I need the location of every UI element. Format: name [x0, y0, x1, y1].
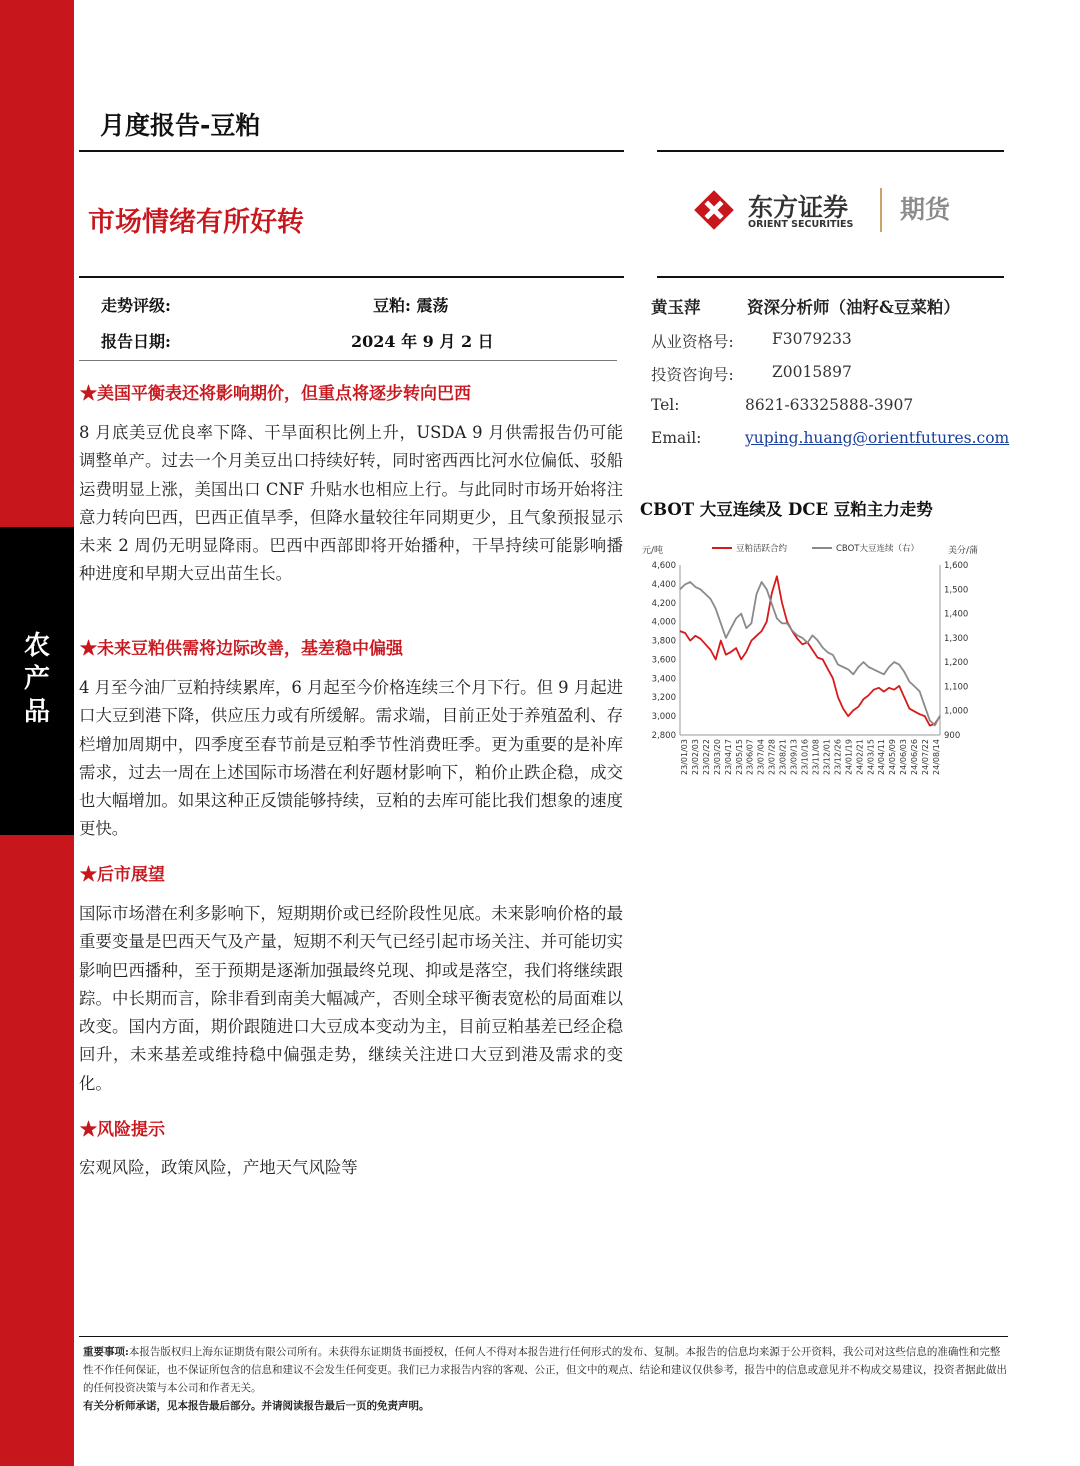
rating-value: 豆粕: 震荡 [373, 296, 449, 315]
chart-x-tick-label: 24/03/15 [866, 739, 876, 775]
chart-series-line [680, 582, 940, 725]
rating-label: 走势评级: [101, 296, 171, 315]
chart-x-tick-label: 24/04/11 [877, 739, 887, 775]
category-label [0, 630, 74, 729]
section-body: 国际市场潜在利多影响下，短期期价或已经阶段性见底。未来影响价格的最重要变量是巴西天气及产量，短期不利天气已经引起市场关注、并可能切实影响巴西播种，至于预期是逐渐加强最终兑现、抑或是落空，我们将继续跟踪。中长期而言，除非看到南美大幅减产，否则全球平衡表宽松的局面难以改变。国内方面，期价跟随进口大豆成本变动为主，目前豆粕基差已经企稳回升，未来基差或维持稳中偏强走势，继续关注进口大豆到港及需求的变化。 [79, 904, 623, 1093]
divider [657, 276, 1004, 278]
chart-left-tick-label: 4,000 [651, 617, 676, 628]
report-title: 市场情绪有所好转 [88, 207, 304, 238]
divider [79, 150, 624, 152]
chart-x-tick-label: 24/06/26 [910, 739, 920, 775]
company-logo [690, 186, 990, 236]
category-char: 品 [23, 697, 50, 727]
date-value: 2024 年 9 月 2 日 [351, 332, 494, 351]
chart-x-tick-label: 24/06/03 [899, 739, 909, 775]
email-link[interactable]: yuping.huang@orientfutures.com [745, 429, 1010, 447]
chart-series-line [680, 576, 940, 725]
report-type: 月度报告-豆粕 [100, 111, 261, 140]
analyst-name: 黄玉萍 [651, 298, 701, 317]
analyst-title: 资深分析师（油籽&豆菜粕） [747, 298, 960, 317]
email-label: Email: [651, 429, 702, 447]
price-chart [640, 535, 980, 795]
section-heading: ★后市展望 [80, 865, 165, 885]
section-body: 宏观风险，政策风险，产地天气风险等 [79, 1158, 358, 1177]
chart-left-tick-label: 3,400 [651, 674, 676, 685]
footer-notice-text: 本报告版权归上海东证期货有限公司所有。未获得东证期货书面授权，任何人不得对本报告进行任何形式的发布、复制。本报告的信息均来源于公开资料，我公司对这些信息的准确性和完整性不作任何保证，也不保证所包含的信息和建议不会发生任何变更。我们已力求报告内容的客观、公正，但文中的观点、结论和建议仅供参考，报告中的信息或意见并不构成交易建议，投资者据此做出的任何投资决策与本公司和作者无关。 [83, 1346, 1007, 1394]
chart-x-tick-label: 23/03/20 [712, 739, 722, 775]
chart-right-tick-label: 900 [944, 731, 961, 741]
logo-sub: 期货 [900, 195, 951, 224]
chart-x-tick-label: 23/12/01 [822, 739, 832, 775]
chart-x-tick-label: 24/05/09 [888, 739, 898, 775]
chart-left-tick-label: 3,200 [651, 693, 676, 704]
chart-left-tick-label: 4,400 [651, 579, 676, 590]
chart-x-tick-label: 23/02/22 [701, 739, 711, 775]
category-char: 产 [23, 664, 50, 694]
chart-left-tick-label: 4,600 [651, 561, 676, 571]
chart-right-unit: 美分/蒲 [947, 546, 978, 556]
chart-right-tick-label: 1,300 [944, 633, 969, 644]
date-label: 报告日期: [101, 332, 171, 351]
chart-x-tick-label: 23/07/28 [767, 739, 777, 775]
qualification-value: F3079233 [772, 330, 852, 348]
section-heading: ★未来豆粕供需将边际改善，基差稳中偏强 [80, 639, 403, 659]
chart-right-tick-label: 1,500 [944, 585, 969, 596]
footer-commitment: 有关分析师承诺，见本报告最后部分。并请阅读报告最后一页的免责声明。 [83, 1400, 430, 1412]
tel-value: 8621-63325888-3907 [745, 396, 914, 414]
chart-x-tick-label: 24/07/22 [921, 739, 931, 775]
section-body: 8 月底美豆优良率下降、干旱面积比例上升，USDA 9 月供需报告仍可能调整单产。过去一个月美豆出口持续好转，同时密西西比河水位偏低、驳船运费明显上涨，美国出口 CNF 升贴水也相应上行。与此同时市场开始将注意力转向巴西，巴西正值旱季，但降水量较往年同期更少，且气象预报显示未来 2 周仍无明显降雨。巴西中西部即将开始播种，干旱持续可能影响播种进度和早期大豆出苗生长。 [79, 423, 623, 584]
qualification-label: 从业资格号: [651, 333, 734, 351]
chart-left-tick-label: 2,800 [651, 731, 676, 741]
section-body: 4 月至今油厂豆粕持续累库，6 月起至今价格连续三个月下行。但 9 月起进口大豆到港下降，供应压力或有所缓解。需求端，目前正处于养殖盈利、存栏增加周期中，四季度至春节前是豆粕季节性消费旺季。更为重要的是补库需求，过去一周在上述国际市场潜在利好题材影响下，粕价止跌企稳，成交也大幅增加。如果这种正反馈能够持续，豆粕的去库可能比我们想象的速度更快。 [79, 678, 623, 839]
chart-legend-label: 豆粕活跃合约 [736, 544, 788, 554]
consult-value: Z0015897 [772, 363, 852, 381]
footer-notice-label: 重要事项: [83, 1346, 129, 1358]
divider [79, 276, 624, 278]
logo-en: ORIENT SECURITIES [748, 219, 854, 230]
section-heading: ★风险提示 [80, 1120, 165, 1140]
chart-x-tick-label: 23/10/16 [800, 739, 810, 775]
chart-x-tick-label: 23/06/07 [745, 739, 755, 775]
chart-right-tick-label: 1,200 [944, 658, 969, 669]
chart-right-tick-label: 1,400 [944, 609, 969, 620]
category-char: 农 [23, 631, 50, 661]
chart-x-tick-label: 24/08/14 [932, 739, 941, 775]
logo-divider [880, 188, 882, 232]
consult-label: 投资咨询号: [651, 366, 734, 384]
chart-x-tick-label: 24/02/21 [855, 739, 865, 775]
chart-right-tick-label: 1,100 [944, 682, 969, 693]
chart-x-tick-label: 23/09/13 [789, 739, 799, 775]
chart-x-tick-label: 23/04/17 [723, 739, 733, 775]
chart-x-tick-label: 23/08/21 [778, 739, 788, 775]
chart-left-tick-label: 3,600 [651, 655, 676, 666]
chart-x-tick-label: 23/02/03 [690, 739, 700, 775]
chart-x-tick-label: 23/05/15 [734, 739, 744, 775]
chart-left-tick-label: 3,800 [651, 636, 676, 647]
chart-left-unit: 元/吨 [642, 546, 664, 556]
chart-title: CBOT 大豆连续及 DCE 豆粕主力走势 [640, 500, 933, 519]
section-heading: ★美国平衡表还将影响期价，但重点将逐步转向巴西 [80, 384, 471, 404]
chart-right-tick-label: 1,600 [944, 561, 969, 571]
chart-x-tick-label: 23/11/08 [811, 739, 821, 775]
chart-legend-label: CBOT大豆连续（右） [836, 544, 920, 554]
divider [79, 360, 617, 361]
chart-left-tick-label: 4,200 [651, 598, 676, 609]
footer-disclaimer [83, 1343, 1008, 1415]
chart-x-tick-label: 24/01/19 [844, 739, 854, 775]
chart-right-tick-label: 1,000 [944, 706, 969, 717]
chart-x-tick-label: 23/07/04 [756, 739, 766, 775]
logo-cn: 东方证券 [748, 193, 849, 222]
chart-left-tick-label: 3,000 [651, 712, 676, 723]
divider [657, 150, 1004, 152]
footer-divider [79, 1336, 1008, 1337]
chart-x-tick-label: 23/01/03 [680, 739, 689, 775]
tel-label: Tel: [651, 396, 680, 414]
chart-x-tick-label: 23/12/26 [833, 739, 843, 775]
